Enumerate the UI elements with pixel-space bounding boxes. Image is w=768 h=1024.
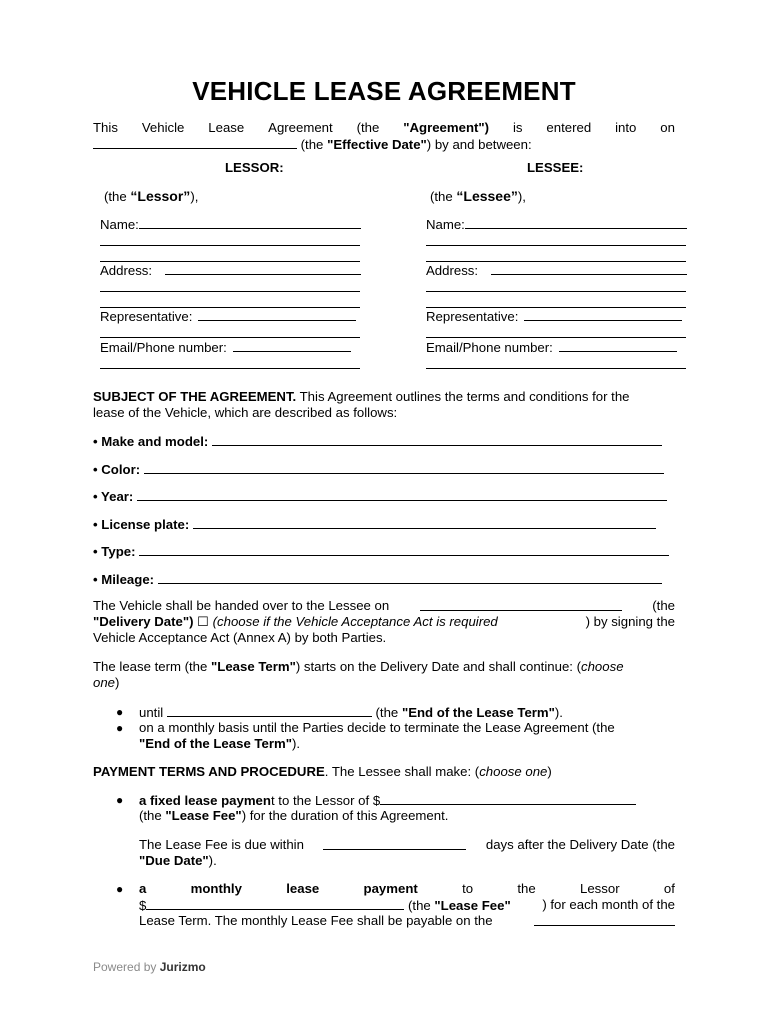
lease-term-line-1: The lease term (the "Lease Term") starts on the Delivery Date and shall continue: (choose (93, 659, 624, 674)
lessor-heading: LESSOR: (225, 160, 284, 175)
monthly-payment-line-1: a monthly lease payment to the Lessor of (139, 881, 675, 896)
lessee-the: (the “Lessee”), (430, 188, 526, 204)
lessee-heading: LESSEE: (527, 160, 584, 175)
lessor-email-field[interactable]: Email/Phone number: (100, 339, 351, 356)
agreement-term: "Agreement") (403, 120, 490, 135)
make-model-field[interactable]: • Make and model: (93, 433, 662, 450)
lessor-representative-field[interactable]: Representative: (100, 308, 356, 325)
lessee-email-line-2[interactable] (426, 368, 686, 369)
delivery-line-2: "Delivery Date") ☐ (choose if the Vehicle Acceptance Act is required ) by signing the (93, 614, 675, 629)
document-title: VEHICLE LEASE AGREEMENT (192, 76, 576, 106)
jurizmo-logo: Jurizmo (159, 960, 206, 974)
lessor-email-line-2[interactable] (100, 368, 360, 369)
option-monthly-basis-line-2: "End of the Lease Term"). (139, 736, 301, 751)
lessee-name-line-2[interactable] (426, 245, 686, 246)
payment-heading: PAYMENT TERMS AND PROCEDURE (93, 764, 325, 779)
license-plate-field[interactable]: • License plate: (93, 516, 656, 533)
due-line-2: "Due Date"). (139, 853, 217, 868)
lessee-address-field[interactable]: Address: (426, 262, 687, 279)
delivery-line-3: Vehicle Acceptance Act (Annex A) by both Parties. (93, 630, 387, 645)
fixed-amount-blank[interactable] (380, 792, 636, 805)
acceptance-checkbox[interactable]: ☐ (193, 614, 213, 629)
delivery-date-blank[interactable] (420, 598, 622, 611)
lessor-address-line-2[interactable] (100, 291, 360, 292)
fixed-payment-line-1: a fixed lease payment to the Lessor of $ (139, 792, 636, 809)
due-line-1: The Lease Fee is due within days after the Delivery Date (the (139, 837, 675, 852)
bullet-until: ● (116, 705, 124, 719)
lessor-address-field[interactable]: Address: (100, 262, 361, 279)
lessee-representative-field[interactable]: Representative: (426, 308, 682, 325)
subject-line-1: SUBJECT OF THE AGREEMENT. This Agreement outlines the terms and conditions for the (93, 389, 630, 404)
lessor-name-field[interactable]: Name: (100, 216, 361, 233)
option-until: until (the "End of the Lease Term"). (139, 705, 563, 720)
end-date-blank[interactable] (167, 704, 372, 717)
payment-heading-line: PAYMENT TERMS AND PROCEDURE. The Lessee shall make: (choose one) (93, 764, 552, 779)
lessee-email-field[interactable]: Email/Phone number: (426, 339, 677, 356)
monthly-amount-blank[interactable] (146, 897, 404, 910)
due-days-blank[interactable] (323, 837, 466, 850)
payable-day-blank[interactable] (534, 913, 675, 926)
intro-line-2: (the "Effective Date") by and between: (93, 136, 532, 153)
intro-line-1: This Vehicle Lease Agreement (the "Agreement") is entered into on (93, 120, 675, 135)
lessee-name-field[interactable]: Name: (426, 216, 687, 233)
lessor-name-line-2[interactable] (100, 245, 360, 246)
subject-line-2: lease of the Vehicle, which are described as follows: (93, 405, 398, 420)
lease-term-line-2: one) (93, 675, 120, 690)
bullet-monthly-payment: ● (116, 882, 124, 896)
lessee-address-line-2[interactable] (426, 291, 686, 292)
fixed-payment-line-2: (the "Lease Fee") for the duration of this Agreement. (139, 808, 449, 823)
delivery-line-1: The Vehicle shall be handed over to the Lessee on (the (93, 598, 675, 613)
lessee-representative-line-2[interactable] (426, 337, 686, 338)
option-monthly-basis-line-1: on a monthly basis until the Parties decide to terminate the Lease Agreement (the (139, 720, 615, 735)
lessor-representative-line-2[interactable] (100, 337, 360, 338)
color-field[interactable]: • Color: (93, 461, 664, 478)
type-field[interactable]: • Type: (93, 543, 669, 560)
monthly-payment-line-3: Lease Term. The monthly Lease Fee shall be payable on the (139, 913, 675, 929)
monthly-payment-line-2: $ (the "Lease Fee" ) for each month of the (139, 897, 675, 913)
year-field[interactable]: • Year: (93, 488, 667, 505)
mileage-field[interactable]: • Mileage: (93, 571, 662, 588)
bullet-fixed: ● (116, 793, 124, 807)
bullet-monthly-basis: ● (116, 721, 124, 735)
subject-heading: SUBJECT OF THE AGREEMENT. (93, 389, 297, 404)
lessor-the: (the “Lessor”), (104, 188, 199, 204)
powered-by-footer: Powered by Jurizmo (93, 960, 206, 974)
effective-date-blank[interactable] (93, 136, 297, 149)
